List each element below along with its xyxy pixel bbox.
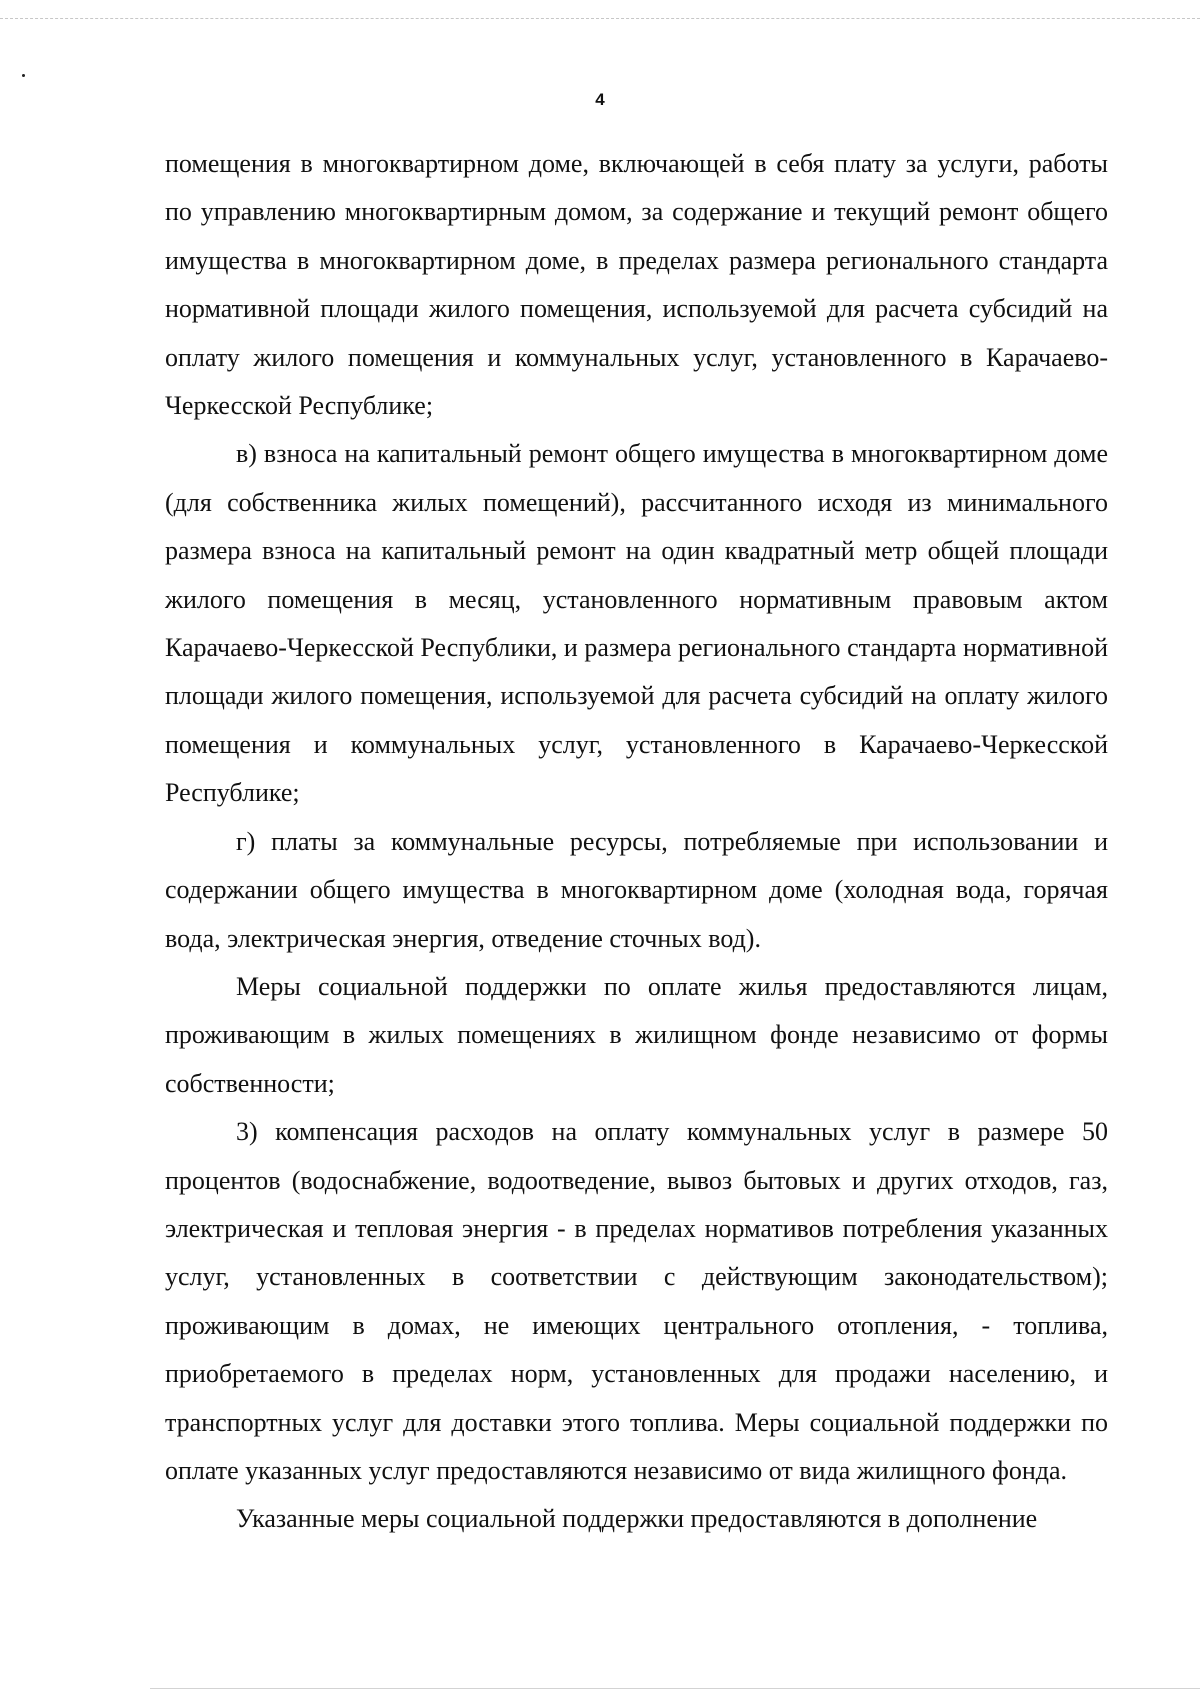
scan-speck	[22, 74, 25, 77]
paragraph-item-3: 3) компенсация расходов на оплату коммунальных услуг в размере 50 процентов (водоснабжение, водоотведение, вывоз бытовых и других отходов, газ, электрическая и тепловая энергия - в пределах нормативов потребления указанных услуг, установленных в соответствии с действующим законодательством); проживающим в домах, не имеющих центрального отопления, - топлива, приобретаемого в пределах норм, установленных для продажи населению, и транспортных услуг для доставки этого топлива. Меры социальной поддержки по оплате указанных услуг предоставляются независимо от вида жилищного фонда.	[165, 1117, 1108, 1485]
scan-edge-bottom	[150, 1688, 1200, 1689]
document-body	[165, 140, 1108, 1544]
scan-edge-top	[0, 18, 1200, 19]
paragraph-item-g: г) платы за коммунальные ресурсы, потребляемые при использовании и содержании общего имущества в многоквартирном доме (холодная вода, горячая вода, электрическая энергия, отведение сточных вод).	[165, 826, 1108, 953]
paragraph-continuation: помещения в многоквартирном доме, включающей в себя плату за услуги, работы по управлению многоквартирным домом, за содержание и текущий ремонт общего имущества в многоквартирном доме, в пределах размера регионального стандарта нормативной площади жилого помещения, используемой для расчета субсидий на оплату жилого помещения и коммунальных услуг, установленного в Карачаево-Черкесской Республике;	[165, 149, 1108, 421]
paragraph-final: Указанные меры социальной поддержки предоставляются в дополнение	[236, 1504, 1038, 1534]
paragraph-housing-support: Меры социальной поддержки по оплате жилья предоставляются лицам, проживающим в жилых помещениях в жилищном фонде независимо от формы собственности;	[165, 971, 1108, 1098]
paragraph-item-v: в) взноса на капитальный ремонт общего имущества в многоквартирном доме (для собственника жилых помещений), рассчитанного исходя из минимального размера взноса на капитальный ремонт на один квадратный метр общей площади жилого помещения в месяц, установленного нормативным правовым актом Карачаево-Черкесской Республики, и размера регионального стандарта нормативной площади жилого помещения, используемой для расчета субсидий на оплату жилого помещения и коммунальных услуг, установленного в Карачаево-Черкесской Республике;	[165, 439, 1108, 808]
page-number: 4	[595, 90, 605, 109]
